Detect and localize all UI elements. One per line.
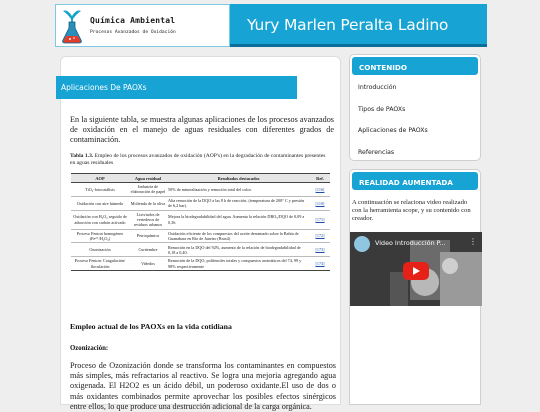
table-cell: Oxidación con H₂O₂ seguido de adsorción con carbón activado [71,210,129,229]
table-caption [70,153,332,166]
table-cell: Ozonización [71,243,129,257]
realidad-title: REALIDAD AUMENTADA [350,170,480,192]
table-header-cell: Agua residual [129,174,167,183]
main-content [60,56,341,411]
table-cell: Viñedos [129,257,167,271]
reference-link[interactable]: [116] [310,183,330,197]
more-options-icon[interactable]: ⋮ [469,237,477,246]
channel-avatar[interactable] [354,236,370,252]
reference-link[interactable]: [173] [310,243,330,257]
table-cell: Molienda de la oliva [129,196,167,210]
table-cell: Industria de elaboración de papel [130,184,166,195]
play-button[interactable] [403,262,429,280]
nav-item-introduccion[interactable]: Introducción [358,84,397,91]
table-cell: Mejora la biodegradabilidad del agua. Aumenta la relación DBO₅/DQO de 0,09 a 0,36. [167,210,310,229]
reference-link[interactable]: [172] [310,229,330,243]
table-cell: Proceso Fenton homogéneo (Fe²⁺/H₂O₂) [71,229,129,243]
table-caption-text: Empleo de los procesos avanzados de oxidación (AOP's) en la degradación de contaminantes presentes en aguas residuales [70,153,326,166]
table-header-row [71,174,330,183]
site-header [55,4,487,47]
contenido-title: CONTENIDO [350,55,480,77]
logo-title: Química Ambiental [90,16,176,25]
video-embed[interactable] [350,232,482,306]
table-cell: Proceso Fenton: Coagulación/ floculación [71,257,129,271]
ozonation-paragraph: Proceso de Ozonización donde se transforma los contaminantes en compuestos más simples, más refractarios al reactivo. Se logra una mejoria agregando agua oxigenada. El H2O2 es un ácido débil, un poderoso oxidante.El uso de dos o más oxidantes combinados permite aprovechar los posibles efectos sinérgicos entre ellos, lo que produce una destrucción adicional de la carga orgánica. [70,361,336,411]
intro-paragraph: En la siguiente tabla, se muestra algunas aplicaciones de los procesos avanzados de oxidación en el manejo de aguas residuales con diferentes grados de contaminación. [70,115,334,145]
reference-link[interactable]: [174] [310,257,330,271]
table-header-cell: Resultados destacados [167,174,310,183]
site-author-title: Yury Marlen Peralta Ladino [247,16,449,34]
table-row [71,196,330,210]
table-header-cell: Ref. [310,174,330,183]
table-cell: 50% de mineralización y remoción total del color. [167,183,310,197]
table-cell: Petroquímica [129,229,167,243]
table-cell: Alta remoción de la DQO a las 8 h de reacción, (temperatura de 200° C y presión de 6,2 bar). [167,196,310,210]
realidad-widget [349,169,481,405]
logo-subtitle: Procesos Avanzados de Oxidación [90,30,176,35]
nav-item-referencias[interactable]: Referencias [358,148,395,156]
section-title: Aplicaciones De PAOXs [56,76,297,99]
table-row [71,243,330,257]
reference-link[interactable]: [171] [310,210,330,229]
video-title[interactable]: Video Introducción P... [375,239,446,247]
flask-logo-icon [61,8,83,44]
table-cell: Remoción de la DQO, polifenoles totales y compuestos aromáticos del 74, 99 y 98% respectivamente [167,257,310,271]
table-cell: Oxidación eficiente de los compuestos del aceite derramado sobre la Bahía de Guanabara en Río de Janeiro (Brasil) [167,229,310,243]
usage-heading: Empleo actual de los PAOXs en la vida cotidiana [70,322,232,331]
nav-item-aplicaciones[interactable]: Aplicaciones de PAOXs [358,127,428,134]
table-row [71,257,330,271]
table-caption-label: Tabla 1.3. [70,153,94,159]
table-header-cell: AOP [71,174,129,183]
ozonation-heading: Ozonización: [70,345,109,352]
table-row [71,183,330,197]
content-nav [350,77,480,163]
table-cell: Oxidación con aire húmedo [71,196,129,210]
aop-table [71,173,330,271]
table-cell: Curtiembre [129,243,167,257]
table-cell: TiO₂-fotocatálisis [71,183,129,197]
realidad-description: A continuación se relaciona video realizado con la herramienta scope, y su contenido con creador. [352,199,471,222]
reference-link[interactable]: [110] [310,196,330,210]
site-logo[interactable] [55,4,230,47]
table-row [71,229,330,243]
nav-item-tipos[interactable]: Tipos de PAOXs [358,105,406,113]
table-row [71,210,330,229]
table-cell: Lixiviados de vertederos de residuos urbanos [129,210,167,229]
contenido-widget [349,54,481,161]
table-cell: Remoción en la DQO del 92%, aumento de la relación de biodegradabilidad de 0,18 a 0,40. [167,243,310,257]
